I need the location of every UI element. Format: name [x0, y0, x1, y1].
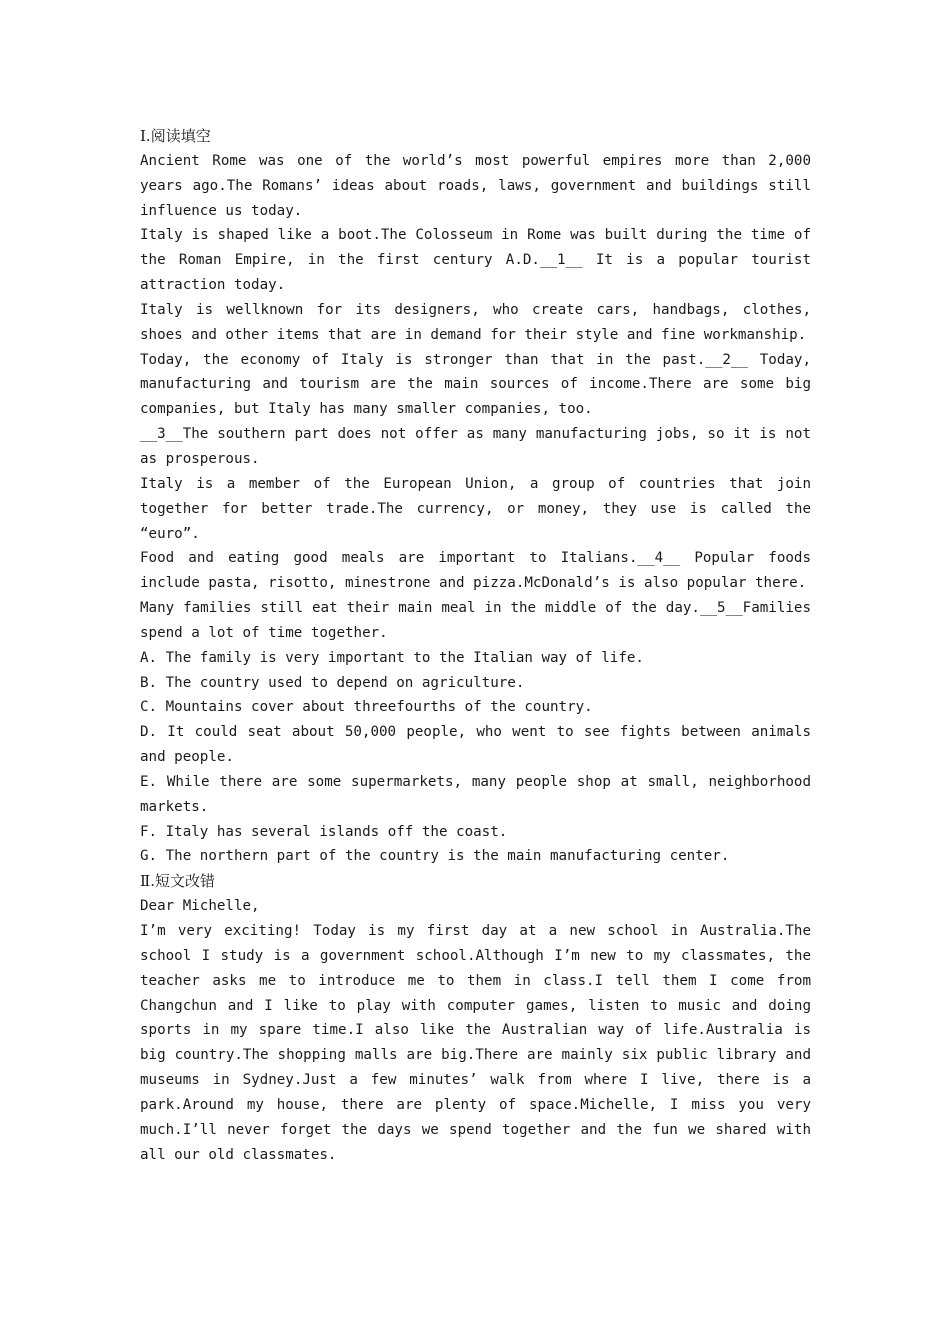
- passage-paragraph: Many families still eat their main meal in the middle of the day.__5__Families spend a lot of time together.: [140, 600, 811, 641]
- letter-body: I’m very exciting! Today is my first day at a new school in Australia.The school I study is a government school.Although I’m new to my classmates, the teacher asks me to introduce me to them in class.I tell them I come from Changchun and I like to play with computer games, listen to music and doing sports in my spare time.I also like the Australian way of life.Australia is big country.The shopping malls are big.There are mainly six public library and museums in Sydney.Just a few minutes’ walk from where I live, there is a park.Around my house, there are plenty of space.Michelle, I miss you very much.I’ll never forget the days we spend together and the fun we shared with all our old classmates.: [140, 923, 811, 1163]
- document-page: [140, 124, 811, 1167]
- section1-heading: Ⅰ.阅读填空: [140, 127, 211, 145]
- reading-passage: [140, 149, 811, 646]
- option-f: F. Italy has several islands off the coast.: [140, 823, 508, 840]
- passage-paragraph: Ancient Rome was one of the world’s most powerful empires more than 2,000 years ago.The Romans’ ideas about roads, laws, government and buildings still influence us today.: [140, 152, 811, 219]
- option-e: E. While there are some supermarkets, many people shop at small, neighborhood markets.: [140, 773, 811, 815]
- answer-options: [140, 646, 811, 870]
- passage-paragraph: __3__The southern part does not offer as many manufacturing jobs, so it is not as prosperous.: [140, 426, 811, 467]
- option-d: D. It could seat about 50,000 people, who went to see fights between animals and people.: [140, 724, 811, 766]
- option-c: C. Mountains cover about threefourths of the country.: [140, 699, 593, 716]
- passage-paragraph: Italy is wellknown for its designers, who create cars, handbags, clothes, shoes and other items that are in demand for their style and fine workmanship.: [140, 301, 811, 343]
- passage-paragraph: Italy is shaped like a boot.The Colosseum in Rome was built during the time of the Roman Empire, in the first century A.D.__1__ It is a popular tourist attraction today.: [140, 227, 811, 294]
- passage-paragraph: Italy is a member of the European Union, a group of countries that join together for better trade.The currency, or money, they use is called the “euro”.: [140, 475, 811, 542]
- option-b: B. The country used to depend on agriculture.: [140, 674, 525, 691]
- passage-paragraph: Today, the economy of Italy is stronger than that in the past.__2__ Today, manufacturing and tourism are the main sources of income.There are some big companies, but Italy has many smaller companies, too.: [140, 351, 811, 418]
- section2-heading: Ⅱ.短文改错: [140, 872, 215, 891]
- passage-paragraph: Food and eating good meals are important to Italians.__4__ Popular foods include pasta, risotto, minestrone and pizza.McDonald’s is also popular there.: [140, 550, 811, 592]
- letter-salutation: Dear Michelle,: [140, 898, 260, 915]
- option-g: G. The northern part of the country is the main manufacturing center.: [140, 848, 730, 865]
- option-a: A. The family is very important to the Italian way of life.: [140, 649, 644, 666]
